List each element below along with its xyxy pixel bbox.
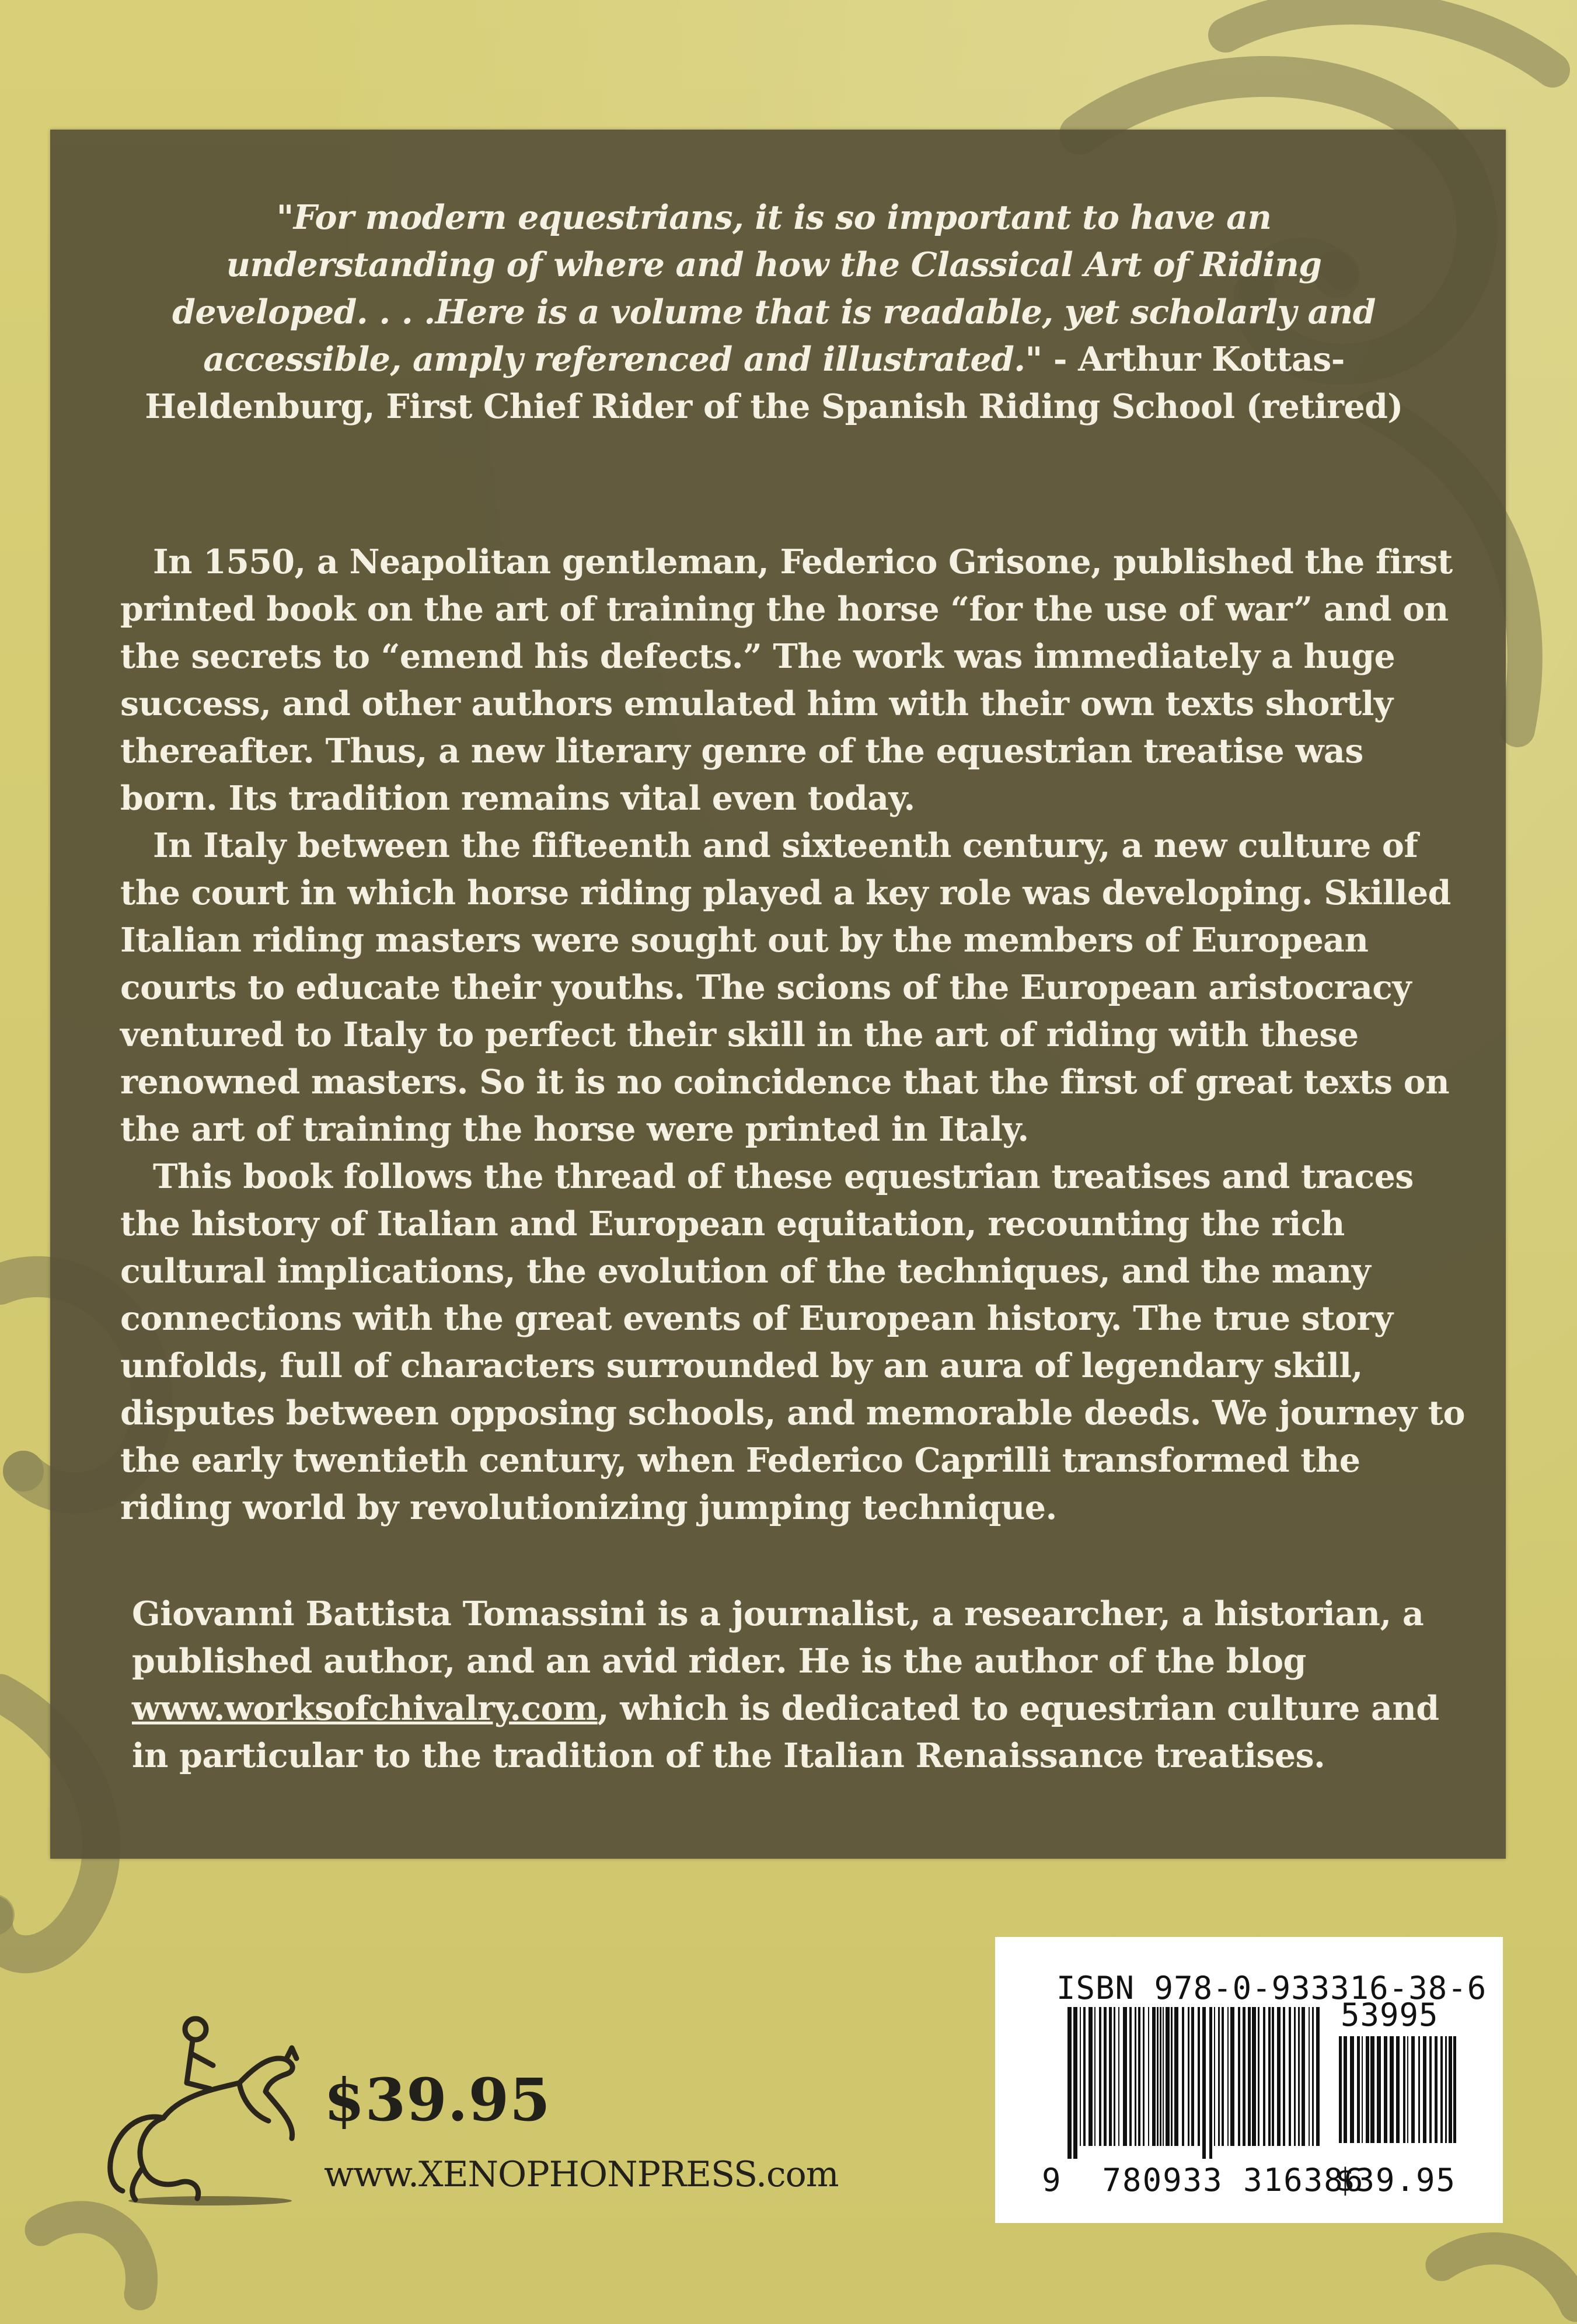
price-addon-barcode [1337,2036,1459,2159]
publisher-website[interactable]: www.XENOPHONPRESS.com [324,2154,839,2195]
bio-text-end: , which is dedicated to equestrian culture and in particular to the tradition of the Italian Renaissance treatises. [132,1689,1439,1775]
isbn-barcode-label [995,1937,1503,2223]
description-paragraph: In Italy between the fifteenth and sixteenth century, a new culture of the court in which horse riding played a key role was developing. Skilled Italian riding masters were sought out by the members of European courts to educate their youths. The scions of the European aristocracy ventured to Italy to perfect their skill in the art of riding with these renowned masters. So it is no coincidence that the first of great texts on the art of training the horse were printed in Italy. [120,826,1451,1149]
book-description [120,538,1468,1531]
author-bio [132,1590,1457,1779]
barcode-digits-right: 316386 [1243,2162,1365,2198]
description-paragraph: This book follows the thread of these equestrian treatises and traces the history of Italian and European equitation, recounting the rich cultural implications, the evolution of the techniques, and the many connections with the great events of European history. The true story unfolds, full of characters surrounded by an aura of legendary skill, disputes between opposing schools, and memorable deeds. We journey to the early twentieth century, when Federico Caprilli transformed the riding world by revolutionizing jumping technique. [120,1157,1465,1527]
barcode-digits [1042,2162,1364,2198]
quote-attribution: - Arthur Kottas-Heldenburg, First Chief Rider of the Spanish Riding School (retired) [145,340,1403,426]
cover-price: $39.95 [324,2065,551,2134]
quote-text: "For modern equestrians, it is so important to have an understanding of where and how the Classical Art of Riding developed. . . .Here is a volume that is readable, yet scholarly and accessible, amply referenced and illustrated." [172,198,1376,379]
barcode-price-label: $39.95 [1335,2162,1457,2198]
isbn-number: ISBN 978-0-933316-38-6 [1056,1970,1487,2006]
barcode-price-code: 53995 [1341,1997,1439,2033]
description-paragraph: In 1550, a Neapolitan gentleman, Federico Grisone, published the first printed book on the art of training the horse “for the use of war” and on the secrets to “emend his defects.” The work was immediately a huge success, and other authors emulated him with their own texts shortly thereafter. Thus, a new literary genre of the equestrian treatise was born. Its tradition remains vital even today. [120,542,1453,818]
blog-link[interactable]: www.worksofchivalry.com [132,1689,598,1728]
bio-text: Giovanni Battista Tomassini is a journalist, a researcher, a historian, a published author, and an avid rider. He is the author of the blog [132,1594,1424,1681]
blurb-panel [50,130,1506,1859]
barcode-first-digit: 9 [1042,2162,1062,2198]
barcode-digits-left: 780933 [1102,2162,1223,2198]
endorsement-quote [138,194,1410,430]
ean-barcode [1065,2007,1322,2159]
horse-and-rider-icon [93,2013,327,2205]
